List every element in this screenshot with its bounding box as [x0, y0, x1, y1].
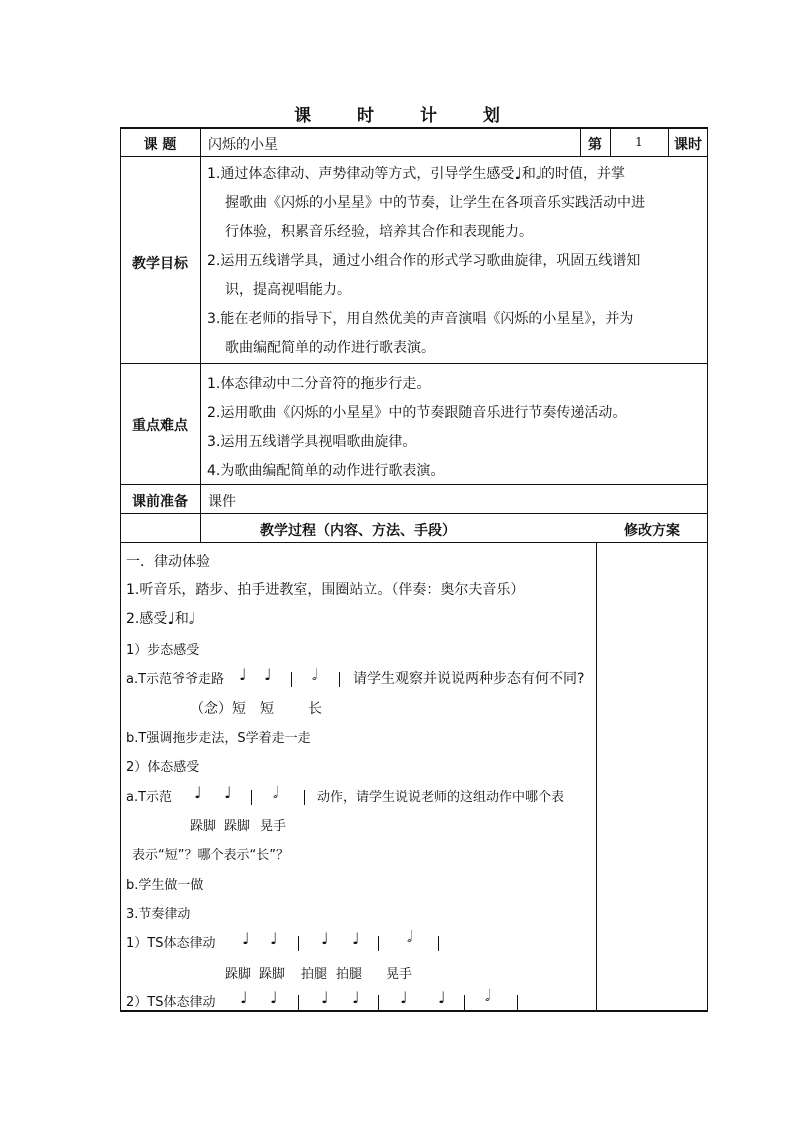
page-title: 课 时 计 划 [294, 106, 520, 126]
action-word: 跺脚 [225, 967, 252, 982]
barline [251, 787, 252, 806]
lesson-plan-table [120, 127, 708, 1011]
revision-column-divider [596, 542, 597, 1011]
chant-word: （念） [190, 701, 232, 717]
chant-word: 长 [308, 701, 322, 717]
action-word: 拍腿 [336, 967, 363, 982]
action-word: 拍腿 [301, 967, 328, 982]
barline [438, 933, 439, 952]
table-border-bottom [120, 1010, 708, 1012]
table-border-right [707, 127, 708, 1011]
topic-label: 课 题 [143, 137, 177, 153]
quarter-note-icon: ♩ [270, 988, 278, 1007]
objective-line: 1.通过体态律动、声势律动等方式，引导学生感受♩和𝅗𝅥的时值，并掌 [207, 164, 625, 183]
key-point-item: 2.运用歌曲《闪烁的小星星》中的节奏跟随音乐进行节奏传递活动。 [207, 405, 627, 421]
quarter-note-icon: ♩ [270, 929, 278, 948]
row-divider [120, 513, 708, 514]
barline [517, 992, 518, 1011]
process-substep: 1）步态感受 [126, 643, 200, 658]
objective-line: 识，提高视唱能力。 [225, 282, 351, 298]
quarter-note-icon: ♩ [224, 783, 232, 802]
half-note-icon: 𝅗𝅥 [485, 986, 491, 1005]
process-step: 2.感受♩和𝅗𝅥 [126, 609, 194, 628]
objective-line: 握歌曲《闪烁的小星星》中的节奏，让学生在各项音乐实践活动中进 [225, 195, 645, 211]
half-note-icon: 𝅗𝅥 [273, 783, 279, 802]
objective-item [207, 160, 699, 247]
table-border-top [120, 127, 708, 129]
lesson-label: 第 [588, 137, 602, 153]
key-point-item: 4.为歌曲编配简单的动作进行歌表演。 [207, 463, 445, 479]
label-column-divider [200, 127, 201, 542]
barline [291, 669, 292, 688]
objective-line: 行体验，积累音乐经验，培养其合作和表现能力。 [225, 224, 533, 240]
objective-line: 2.运用五线谱学具，通过小组合作的形式学习歌曲旋律，巩固五线谱知 [207, 253, 641, 269]
quarter-note-icon: ♩ [239, 665, 247, 684]
half-note-icon: 𝅗𝅥 [188, 609, 194, 628]
process-item: 表示“短”？哪个表示“长”？ [132, 848, 289, 863]
barline [378, 933, 379, 952]
quarter-note-icon: ♩ [352, 929, 360, 948]
barline [298, 992, 299, 1011]
key-point-item: 1.体态律动中二分音符的拖步行走。 [207, 376, 431, 392]
row-divider [120, 363, 708, 364]
objective-line: 3.能在老师的指导下，用自然优美的声音演唱《闪烁的小星星》，并为 [207, 311, 634, 327]
action-word: 晃手 [260, 819, 287, 834]
section-heading: 一．律动体验 [126, 554, 210, 570]
process-step: 3.节奏律动 [126, 907, 191, 922]
action-word: 晃手 [386, 967, 413, 982]
objective-item [207, 305, 699, 363]
lesson-number: 1 [635, 135, 643, 149]
half-note-icon: 𝅗𝅥 [312, 665, 318, 684]
chant-word: 短 [232, 701, 246, 717]
action-word: 跺脚 [190, 819, 217, 834]
revision-header: 修改方案 [624, 523, 680, 539]
chant-word: 短 [260, 701, 274, 717]
row-divider [120, 542, 708, 543]
quarter-note-icon: ♩ [264, 665, 272, 684]
row-divider [120, 156, 708, 157]
barline [304, 787, 305, 806]
row-divider [120, 484, 708, 485]
process-substep: 2）TS体态律动 [126, 995, 216, 1010]
preparation-value: 课件 [208, 494, 236, 510]
quarter-note-icon: ♩ [438, 988, 446, 1007]
process-item: a.T示范爷爷走路 [126, 672, 225, 687]
quarter-note-icon: ♩ [167, 609, 175, 628]
key-point-item: 3.运用五线谱学具视唱歌曲旋律。 [207, 434, 417, 450]
barline [378, 992, 379, 1011]
half-note-icon: 𝅗𝅥 [407, 927, 413, 946]
lesson-unit: 课时 [674, 137, 702, 153]
preparation-label: 课前准备 [132, 494, 188, 510]
objective-line: 歌曲编配简单的动作进行歌表演。 [225, 340, 435, 356]
key-points-label: 重点难点 [132, 418, 188, 434]
quarter-note-icon: ♩ [400, 988, 408, 1007]
quarter-note-icon: ♩ [352, 988, 360, 1007]
process-substep: 2）体态感受 [126, 760, 200, 775]
process-substep: 1）TS体态律动 [126, 936, 216, 951]
barline [298, 933, 299, 952]
quarter-note-icon: ♩ [240, 988, 248, 1007]
topic-value: 闪烁的小星 [208, 137, 278, 153]
quarter-note-icon: ♩ [321, 988, 329, 1007]
quarter-note-icon: ♩ [321, 929, 329, 948]
barline [339, 669, 340, 688]
process-item: 请学生观察并说说两种步态有何不同? [353, 671, 585, 687]
objective-item [207, 247, 699, 305]
quarter-note-icon: ♩ [242, 929, 250, 948]
barline [464, 992, 465, 1011]
process-item: b.学生做一做 [126, 878, 204, 893]
process-item: 动作，请学生说说老师的这组动作中哪个表 [317, 790, 565, 805]
quarter-note-icon: ♩ [514, 164, 522, 183]
half-note-icon: 𝅗𝅥 [535, 164, 541, 183]
process-step: 1.听音乐，踏步、拍手进教室，围圈站立。（伴奏：奥尔夫音乐） [126, 582, 525, 598]
action-word: 跺脚 [224, 819, 251, 834]
process-item: b.T强调拖步走法，S学着走一走 [126, 731, 311, 746]
process-header: 教学过程（内容、方法、手段） [260, 523, 456, 539]
action-word: 跺脚 [259, 967, 286, 982]
process-item: a.T示范 [126, 790, 173, 805]
objectives-label: 教学目标 [132, 256, 188, 272]
quarter-note-icon: ♩ [194, 783, 202, 802]
